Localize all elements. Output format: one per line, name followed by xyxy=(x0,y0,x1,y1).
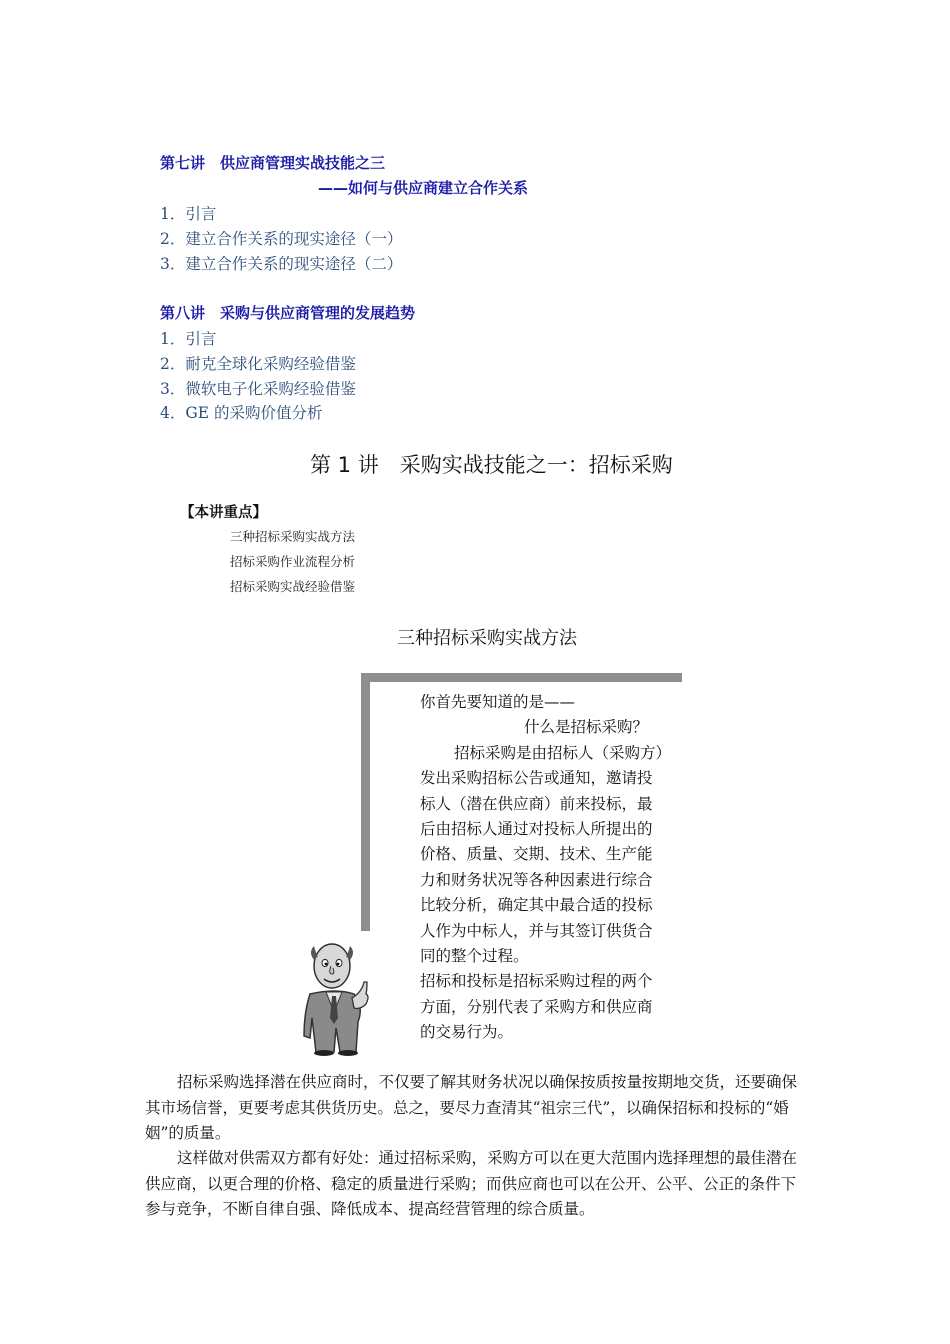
callout-line: 的交易行为。 xyxy=(420,1023,514,1042)
callout-line: 招标采购是由招标人（采购方） xyxy=(454,743,672,762)
callout-line: 发出采购招标公告或通知，邀请投 xyxy=(420,769,653,788)
callout-text xyxy=(420,690,690,1046)
key-points-heading: 【本讲重点】 xyxy=(180,505,267,521)
lecture8-item: 1．引言 xyxy=(160,330,217,348)
callout-line: 后由招标人通过对投标人所提出的 xyxy=(420,820,653,839)
callout-line: 价格、质量、交期、技术、生产能 xyxy=(420,845,653,864)
lecture7-item: 2．建立合作关系的现实途径（一） xyxy=(160,230,403,248)
callout-line: 方面，分别代表了采购方和供应商 xyxy=(420,997,653,1016)
callout-frame-left xyxy=(361,673,370,931)
callout-frame-top xyxy=(361,673,682,682)
body-paragraph-2: 这样做对供需双方都有好处：通过招标采购，采购方可以在更大范围内选择理想的最佳潜在供应商，以更合理的价格、稳定的质量进行采购；而供应商也可以在公开、公平、公正的条件下参与竞争，不断自律自强、降低成本、提高经营管理的综合质量。 xyxy=(145,1149,798,1218)
key-point: 招标采购实战经验借鉴 xyxy=(230,579,356,594)
lecture7-title: 第七讲 供应商管理实战技能之三 xyxy=(160,154,386,172)
callout-line: 你首先要知道的是—— xyxy=(420,693,576,711)
callout-question: 什么是招标采购？ xyxy=(524,718,649,737)
callout-line: 招标和投标是招标采购过程的两个 xyxy=(420,972,653,991)
lecture7-subtitle: ——如何与供应商建立合作关系 xyxy=(318,179,529,197)
callout-line: 比较分析，确定其中最合适的投标 xyxy=(420,896,653,915)
lecture8-item: 3．微软电子化采购经验借鉴 xyxy=(160,380,356,398)
businessman-illustration xyxy=(296,932,376,1056)
key-point: 招标采购作业流程分析 xyxy=(230,554,356,569)
lecture7-item: 3．建立合作关系的现实途径（二） xyxy=(160,255,403,273)
lecture1-title: 第 1 讲 采购实战技能之一：招标采购 xyxy=(310,453,673,477)
body-paragraph-1: 招标采购选择潜在供应商时，不仅要了解其财务状况以确保按质按量按期地交货，还要确保其市场信誉，更要考虑其供货历史。总之，要尽力查清其“祖宗三代”，以确保招标和投标的“婚姻”的质量。 xyxy=(145,1073,798,1142)
lecture8-title: 第八讲 采购与供应商管理的发展趋势 xyxy=(160,304,416,322)
lecture8-item: 2．耐克全球化采购经验借鉴 xyxy=(160,355,356,373)
lecture8-item: 4．GE 的采购价值分析 xyxy=(160,404,323,422)
callout-line: 同的整个过程。 xyxy=(420,947,529,966)
callout-line: 人作为中标人，并与其签订供货合 xyxy=(420,921,653,940)
callout-line: 标人（潜在供应商）前来投标，最 xyxy=(420,794,653,813)
key-point: 三种招标采购实战方法 xyxy=(230,529,356,544)
lecture7-item: 1．引言 xyxy=(160,205,217,223)
callout-line: 力和财务状况等各种因素进行综合 xyxy=(420,870,653,889)
section-title: 三种招标采购实战方法 xyxy=(397,628,577,649)
